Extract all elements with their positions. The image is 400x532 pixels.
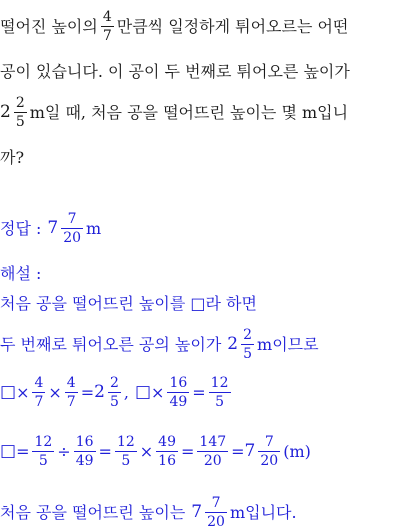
fraction [74,435,96,468]
fraction-bar [241,344,254,345]
fraction-denominator: 16 [158,453,176,469]
fraction-numerator: 2 [15,95,25,111]
fraction-bar [61,228,83,229]
fraction-bar [209,392,231,393]
fraction-denominator: 5 [243,346,253,362]
fraction-bar [32,451,54,452]
mixed-number-whole: 7 [244,441,256,461]
fraction [32,435,54,468]
fraction-bar [156,451,178,452]
fraction-numerator: 7 [67,211,77,227]
fraction-denominator: 7 [102,28,112,44]
explanation-text: 처음 공을 떨어뜨린 높이를 □라 하면 [0,294,257,313]
fraction [205,496,227,529]
explanation-label-line [0,266,41,282]
fraction-denominator: 20 [260,453,279,469]
equals-sign: = [16,441,30,461]
fraction-bar [65,392,78,393]
question-line-3 [0,96,348,129]
fraction-denominator: 5 [109,394,119,410]
fraction-denominator: 20 [207,514,225,530]
equals-sign: = [231,441,245,461]
fraction [197,435,228,468]
fraction-numerator: 12 [210,375,229,391]
question-line-4 [0,150,24,166]
unknown-box: □ [0,441,17,461]
fraction [65,376,78,409]
unknown-box: □ [0,382,17,402]
fraction-denominator: 5 [121,453,131,469]
question-text: 떨어진 높이의 [0,16,98,36]
fraction [167,376,189,409]
equation-line-1 [0,376,234,409]
fraction-denominator: 7 [34,394,44,410]
fraction [115,435,137,468]
explanation-line-2 [0,328,319,361]
mixed-number-whole: 7 [47,218,59,238]
explanation-line-1 [0,296,257,312]
divide-sign: ÷ [57,441,71,461]
explanation-label: 해설 : [0,264,42,283]
equals-sign: = [181,441,195,461]
fraction-numerator: 4 [34,375,44,391]
fraction-bar [108,392,121,393]
mixed-number-whole: 7 [191,502,203,522]
equals-sign: = [192,382,206,402]
fraction-two-fifths [14,96,27,129]
fraction-numerator: 2 [243,327,253,343]
fraction-bar [197,451,228,452]
fraction-bar [205,512,227,513]
fraction-bar [32,392,45,393]
times-sign: × [139,441,154,461]
fraction-denominator: 49 [169,394,188,410]
times-sign: × [16,382,30,402]
fraction-numerator: 16 [75,434,94,450]
mixed-number-whole: 2 [94,382,105,402]
answer-fraction [61,212,83,245]
mixed-number-whole: 2 [227,334,239,354]
times-sign: × [48,382,62,402]
comma: , [123,382,129,402]
fraction-bar [258,451,280,452]
fraction-denominator: 5 [15,114,25,130]
explanation-text: m입니다. [229,502,297,522]
fraction [32,376,45,409]
fraction-numerator: 147 [199,434,227,450]
fraction-numerator: 12 [116,434,135,450]
equals-sign: = [98,441,112,461]
fraction-numerator: 7 [211,495,221,511]
times-sign: × [151,382,165,402]
equals-sign: = [80,382,95,402]
fraction-numerator: 4 [66,375,76,391]
equation-line-2 [0,435,311,468]
fraction-denominator: 7 [66,394,76,410]
explanation-text: m이므로 [257,334,319,354]
question-line-2 [0,64,350,80]
final-answer-line [0,496,297,529]
question-text: 만큼씩 일정하게 튀어오르는 어떤 [116,16,349,36]
answer-label: 정답 : [0,218,42,238]
fraction-denominator: 20 [203,453,222,469]
unit-label: (m) [283,441,311,461]
fraction-numerator: 7 [264,434,274,450]
unknown-box: □ [134,382,152,402]
fraction-bar [14,112,27,113]
fraction [108,376,121,409]
fraction-numerator: 49 [158,434,176,450]
fraction-denominator: 20 [63,230,82,246]
fraction [156,435,178,468]
fraction-numerator: 4 [102,9,112,25]
fraction [209,376,231,409]
fraction-numerator: 2 [109,375,119,391]
fraction-denominator: 5 [215,394,225,410]
fraction-denominator: 5 [38,453,48,469]
fraction-bar [74,451,96,452]
explanation-text: 처음 공을 떨어뜨린 높이는 [0,502,186,522]
fraction-two-fifths [241,328,254,361]
fraction [258,435,280,468]
answer-unit: m [86,218,102,238]
question-text: 공이 있습니다. 이 공이 두 번째로 튀어오른 높이가 [0,62,350,81]
fraction-four-sevenths [101,10,114,43]
question-line-1 [0,10,348,43]
explanation-text: 두 번째로 튀어오른 공의 높이가 [0,334,222,354]
fraction-bar [115,451,137,452]
answer-line [0,212,101,245]
question-text: 까? [0,148,25,167]
fraction-numerator: 16 [169,375,188,391]
fraction-numerator: 12 [34,434,53,450]
question-text: m일 때, 처음 공을 떨어뜨린 높이는 몇 m입니 [29,102,349,122]
mixed-number-whole: 2 [0,102,11,122]
fraction-bar [167,392,189,393]
fraction-denominator: 49 [75,453,94,469]
fraction-bar [101,26,114,27]
